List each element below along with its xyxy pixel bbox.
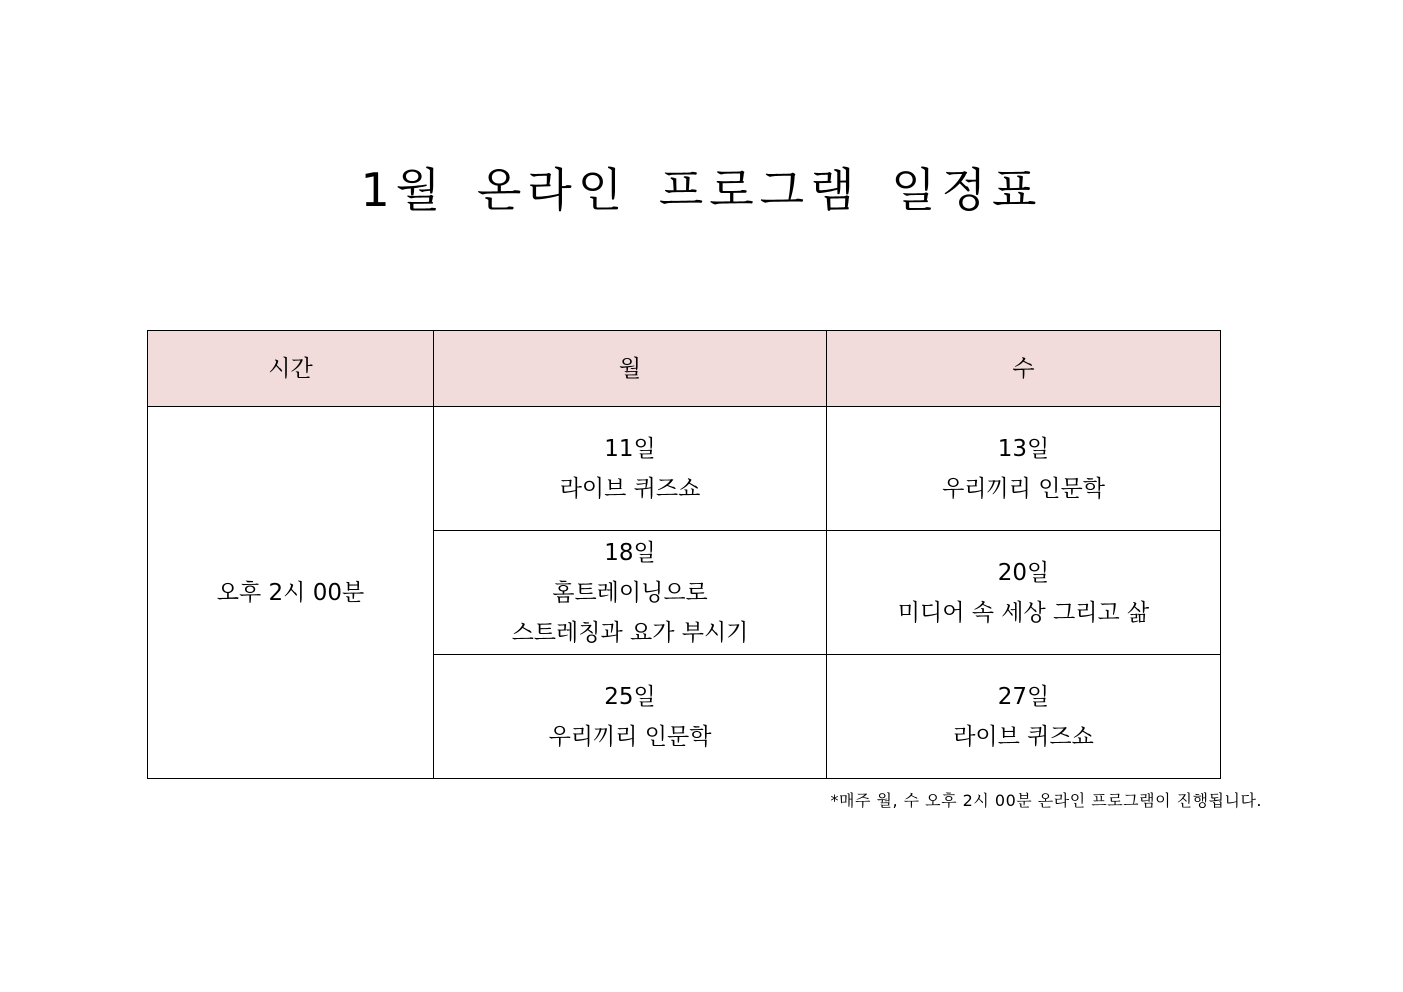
event-date: 18일: [604, 539, 656, 566]
event-title: 우리끼리 인문학: [942, 475, 1105, 502]
event-title: 라이브 퀴즈쇼: [559, 475, 701, 502]
event-date: 13일: [997, 435, 1050, 462]
event-date: 11일: [604, 435, 656, 462]
header-time: 시간: [148, 331, 434, 407]
schedule-cell-monday: [434, 531, 827, 655]
event-title: 라이브 퀴즈쇼: [953, 723, 1094, 750]
schedule-cell-wednesday: [827, 531, 1221, 655]
time-cell: 오후 2시 00분: [148, 407, 434, 779]
schedule-cell-monday: [434, 655, 827, 779]
event-title: 미디어 속 세상 그리고 삶: [897, 599, 1150, 626]
event-title: 홈트레이닝으로: [552, 579, 708, 606]
event-date: 20일: [997, 559, 1050, 586]
footnote: *매주 월, 수 오후 2시 00분 온라인 프로그램이 진행됩니다.: [830, 791, 1262, 810]
event-title: 스트레칭과 요가 부시기: [511, 619, 749, 646]
header-wednesday: 수: [827, 331, 1221, 407]
event-title: 우리끼리 인문학: [548, 723, 712, 750]
table-row: [148, 407, 1221, 531]
page-title: 1월 온라인 프로그램 일정표: [360, 163, 1043, 217]
schedule-table: [147, 330, 1221, 779]
schedule-cell-monday: [434, 407, 827, 531]
schedule-cell-wednesday: [827, 655, 1221, 779]
event-date: 25일: [604, 683, 656, 710]
event-date: 27일: [997, 683, 1050, 710]
header-row: [148, 331, 1221, 407]
header-monday: 월: [434, 331, 827, 407]
schedule-cell-wednesday: [827, 407, 1221, 531]
